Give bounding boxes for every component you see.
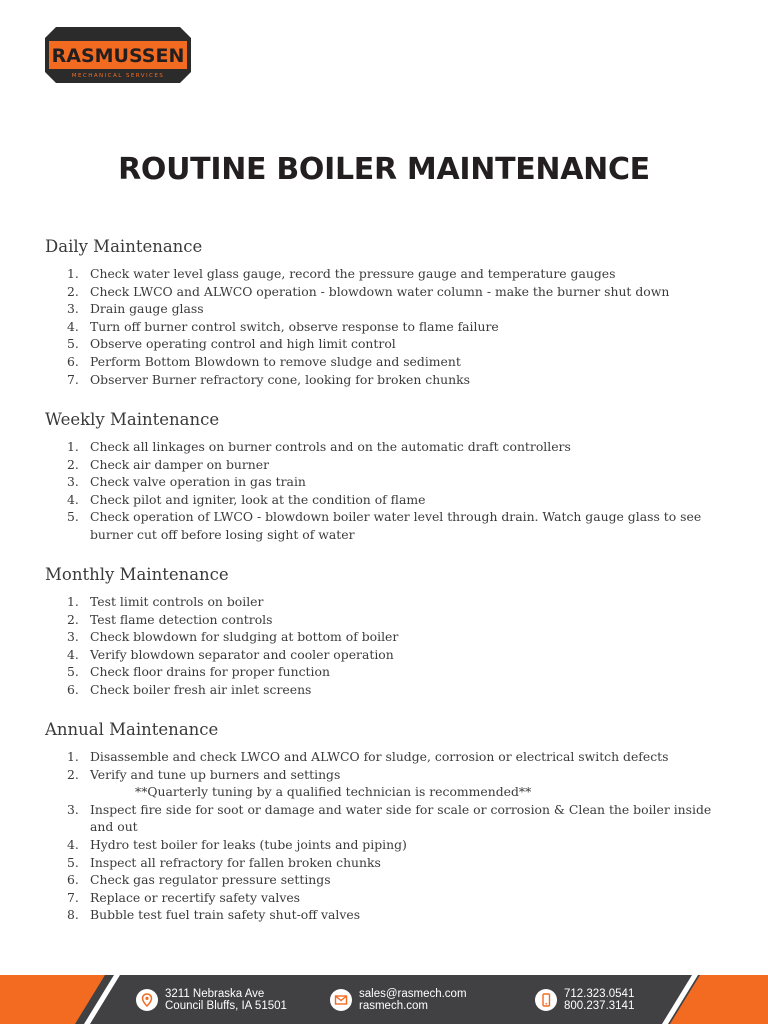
section-weekly [45, 409, 735, 544]
list-item: 1. Disassemble and check LWCO and ALWCO for sludge, corrosion or electrical switch defects [67, 749, 669, 764]
footer-email [330, 975, 467, 1024]
list-item: 3. Check valve operation in gas train [67, 474, 306, 490]
email-link[interactable]: sales@rasmech.com [359, 987, 467, 1000]
section-heading: Weekly Maintenance [45, 410, 220, 429]
list-item: 4. Verify blowdown separator and cooler operation [67, 646, 394, 662]
footer-phone [535, 975, 634, 1024]
task-list [45, 748, 735, 924]
task-list [45, 593, 735, 699]
footer-contact-bar [0, 975, 768, 1024]
list-item: 4. Turn off burner control switch, observe response to flame failure [67, 318, 499, 334]
list-item: 2. Verify and tune up burners and settings [67, 766, 341, 782]
list-item: 7. Replace or recertify safety valves [67, 889, 301, 905]
list-item: 5. Observe operating control and high limit control [67, 336, 396, 352]
list-item: 6. Check gas regulator pressure settings [67, 872, 331, 888]
list-item: 7. Observer Burner refractory cone, looking for broken chunks [67, 371, 470, 387]
section-annual [45, 719, 735, 924]
phone-icon [535, 989, 557, 1011]
envelope-icon [330, 989, 352, 1011]
list-note: **Quarterly tuning by a qualified technician is recommended** [135, 784, 532, 800]
company-logo [44, 26, 192, 84]
section-heading: Annual Maintenance [45, 720, 219, 739]
list-item: 5. Check floor drains for proper function [67, 664, 330, 680]
logo-tagline: MECHANICAL SERVICES [71, 73, 165, 79]
page-title: ROUTINE BOILER MAINTENANCE [118, 152, 650, 187]
list-item: 1. Check water level glass gauge, record the pressure gauge and temperature gauges [67, 266, 616, 281]
list-item: 1. Check all linkages on burner controls and on the automatic draft controllers [67, 439, 571, 454]
address-line-2: Council Bluffs, IA 51501 [165, 999, 287, 1012]
phone-2[interactable]: 800.237.3141 [564, 999, 635, 1012]
list-item: 5. Check operation of LWCO - blowdown boiler water level through drain. Watch gauge glass to see burner cut off before losing sight of water [67, 509, 702, 542]
section-heading: Monthly Maintenance [45, 565, 229, 584]
list-item: 1. Test limit controls on boiler [67, 594, 264, 609]
list-item: 2. Check air damper on burner [67, 456, 270, 472]
list-item: 4. Hydro test boiler for leaks (tube joints and piping) [67, 836, 407, 852]
section-monthly [45, 564, 735, 699]
task-list [45, 265, 735, 388]
section-heading: Daily Maintenance [45, 237, 203, 256]
list-item: 3. Drain gauge glass [67, 301, 204, 317]
section-daily [45, 236, 735, 388]
location-pin-icon [136, 989, 158, 1011]
list-item: 2. Check LWCO and ALWCO operation - blowdown water column - make the burner shut down [67, 283, 670, 299]
logo-name: RASMUSSEN [51, 45, 185, 67]
list-item: 6. Check boiler fresh air inlet screens [67, 681, 312, 697]
list-item: 6. Perform Bottom Blowdown to remove sludge and sediment [67, 353, 461, 369]
list-item: 2. Test flame detection controls [67, 611, 273, 627]
phone-1[interactable]: 712.323.0541 [564, 987, 635, 1000]
task-list [45, 438, 735, 544]
list-item: 4. Check pilot and igniter, look at the condition of flame [67, 491, 426, 507]
address-line-1: 3211 Nebraska Ave [165, 987, 265, 1000]
website-link[interactable]: rasmech.com [359, 999, 429, 1012]
list-item: 3. Check blowdown for sludging at bottom of boiler [67, 629, 399, 645]
footer-address [136, 975, 287, 1024]
list-item: 3. Inspect fire side for soot or damage and water side for scale or corrosion & Clean the boiler inside and out [67, 801, 712, 835]
list-item: 5. Inspect all refractory for fallen broken chunks [67, 854, 381, 870]
list-item: 8. Bubble test fuel train safety shut-off valves [67, 907, 361, 923]
